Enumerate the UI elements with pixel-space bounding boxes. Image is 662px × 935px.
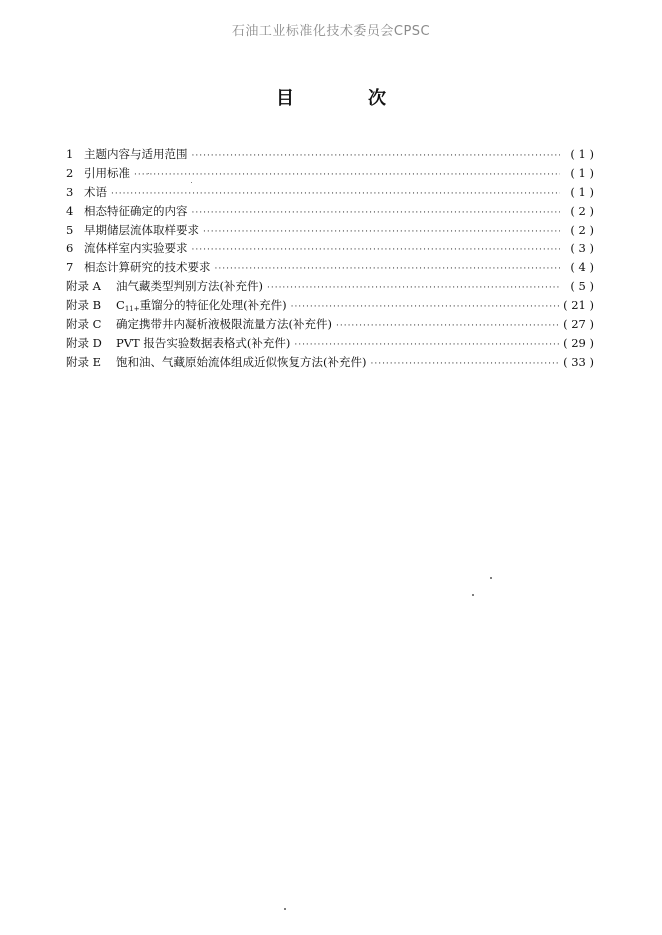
toc-entry-number: 3 xyxy=(66,184,74,199)
toc-entry-page: ( 5 ) xyxy=(570,279,594,294)
toc-entry-title: 相态特征确定的内容 xyxy=(84,203,188,218)
toc-entry-title: 主题内容与适用范围 xyxy=(84,147,188,161)
toc-entry-number: 附录 D xyxy=(66,335,102,350)
toc-leader-dots xyxy=(336,321,559,331)
scan-speck xyxy=(490,577,492,579)
toc-entry-appendix-a[interactable] xyxy=(66,278,594,297)
toc-leader-dots xyxy=(192,151,561,161)
toc-entry-title: 早期储层流体取样要求 xyxy=(84,222,199,237)
scan-speck xyxy=(284,908,286,910)
toc-entry-page: ( 33 ) xyxy=(563,354,594,369)
toc-entry-page: ( 21 ) xyxy=(563,298,594,313)
toc-title: 目 次 xyxy=(276,88,414,109)
scan-speck xyxy=(191,182,192,183)
toc-leader-dots xyxy=(192,208,561,218)
toc-entry-title xyxy=(116,297,287,313)
toc-leader-dots xyxy=(370,359,559,369)
toc-entry-title: 术语 xyxy=(84,184,107,199)
toc-entry-page: ( 27 ) xyxy=(563,317,594,332)
toc-leader-dots xyxy=(192,245,561,255)
toc-entry-number: 1 xyxy=(66,147,74,161)
toc-entry-number: 附录 E xyxy=(66,354,102,369)
toc-entry-appendix-b[interactable] xyxy=(66,297,594,316)
toc-leader-dots xyxy=(111,189,560,199)
toc-entry-appendix-d[interactable] xyxy=(66,335,594,354)
toc-leader-dots xyxy=(267,283,560,293)
toc-entry-number: 6 xyxy=(66,241,74,256)
toc-entry-title: 引用标准 xyxy=(84,165,130,180)
table-of-contents xyxy=(66,146,594,373)
toc-entry-page: ( 2 ) xyxy=(570,203,594,218)
toc-entry-title: 饱和油、气藏原始流体组成近似恢复方法(补充件) xyxy=(116,354,367,369)
watermark-header: 石油工业标准化技术委员会CPSC xyxy=(231,24,431,39)
toc-entry-7[interactable] xyxy=(66,259,594,278)
toc-entry-title: 流体样室内实验要求 xyxy=(84,241,188,256)
toc-entry-page: ( 1 ) xyxy=(570,165,594,180)
toc-entry-title-subscript: 11+ xyxy=(124,305,140,314)
toc-entry-number: 附录 B xyxy=(66,298,102,313)
toc-entry-title: 确定携带井内凝析液极限流量方法(补充件) xyxy=(116,317,332,332)
toc-leader-dots xyxy=(291,302,560,312)
toc-entry-6[interactable] xyxy=(66,240,594,259)
toc-leader-dots xyxy=(134,170,560,180)
toc-leader-dots xyxy=(203,227,560,237)
toc-entry-title: 相态计算研究的技术要求 xyxy=(84,260,211,275)
toc-entry-title: PVT 报告实验数据表格式(补充件) xyxy=(116,335,291,350)
toc-entry-3[interactable] xyxy=(66,184,594,203)
toc-entry-number: 附录 C xyxy=(66,317,102,332)
toc-entry-1[interactable] xyxy=(66,146,594,165)
toc-entry-title-prefix: C xyxy=(116,298,125,313)
toc-entry-number: 5 xyxy=(66,222,74,237)
scan-speck xyxy=(472,594,474,596)
toc-entry-appendix-c[interactable] xyxy=(66,316,594,335)
toc-entry-title: 油气藏类型判别方法(补充件) xyxy=(116,279,263,294)
toc-entry-page: ( 1 ) xyxy=(570,147,594,161)
toc-entry-number: 2 xyxy=(66,165,74,180)
toc-leader-dots xyxy=(215,264,561,274)
toc-entry-page: ( 29 ) xyxy=(563,335,594,350)
scan-speck xyxy=(148,173,149,174)
toc-entry-5[interactable] xyxy=(66,222,594,241)
toc-entry-page: ( 1 ) xyxy=(570,184,594,199)
toc-entry-2[interactable] xyxy=(66,165,594,184)
toc-entry-page: ( 3 ) xyxy=(570,241,594,256)
toc-leader-dots xyxy=(294,340,559,350)
toc-entry-number: 4 xyxy=(66,203,74,218)
toc-entry-page: ( 4 ) xyxy=(570,260,594,275)
toc-entry-number: 7 xyxy=(66,260,74,275)
toc-entry-title-rest: 重馏分的特征化处理(补充件) xyxy=(139,298,287,313)
toc-entry-number: 附录 A xyxy=(66,279,101,294)
toc-entry-appendix-e[interactable] xyxy=(66,354,594,373)
toc-entry-4[interactable] xyxy=(66,203,594,222)
toc-entry-page: ( 2 ) xyxy=(570,222,594,237)
